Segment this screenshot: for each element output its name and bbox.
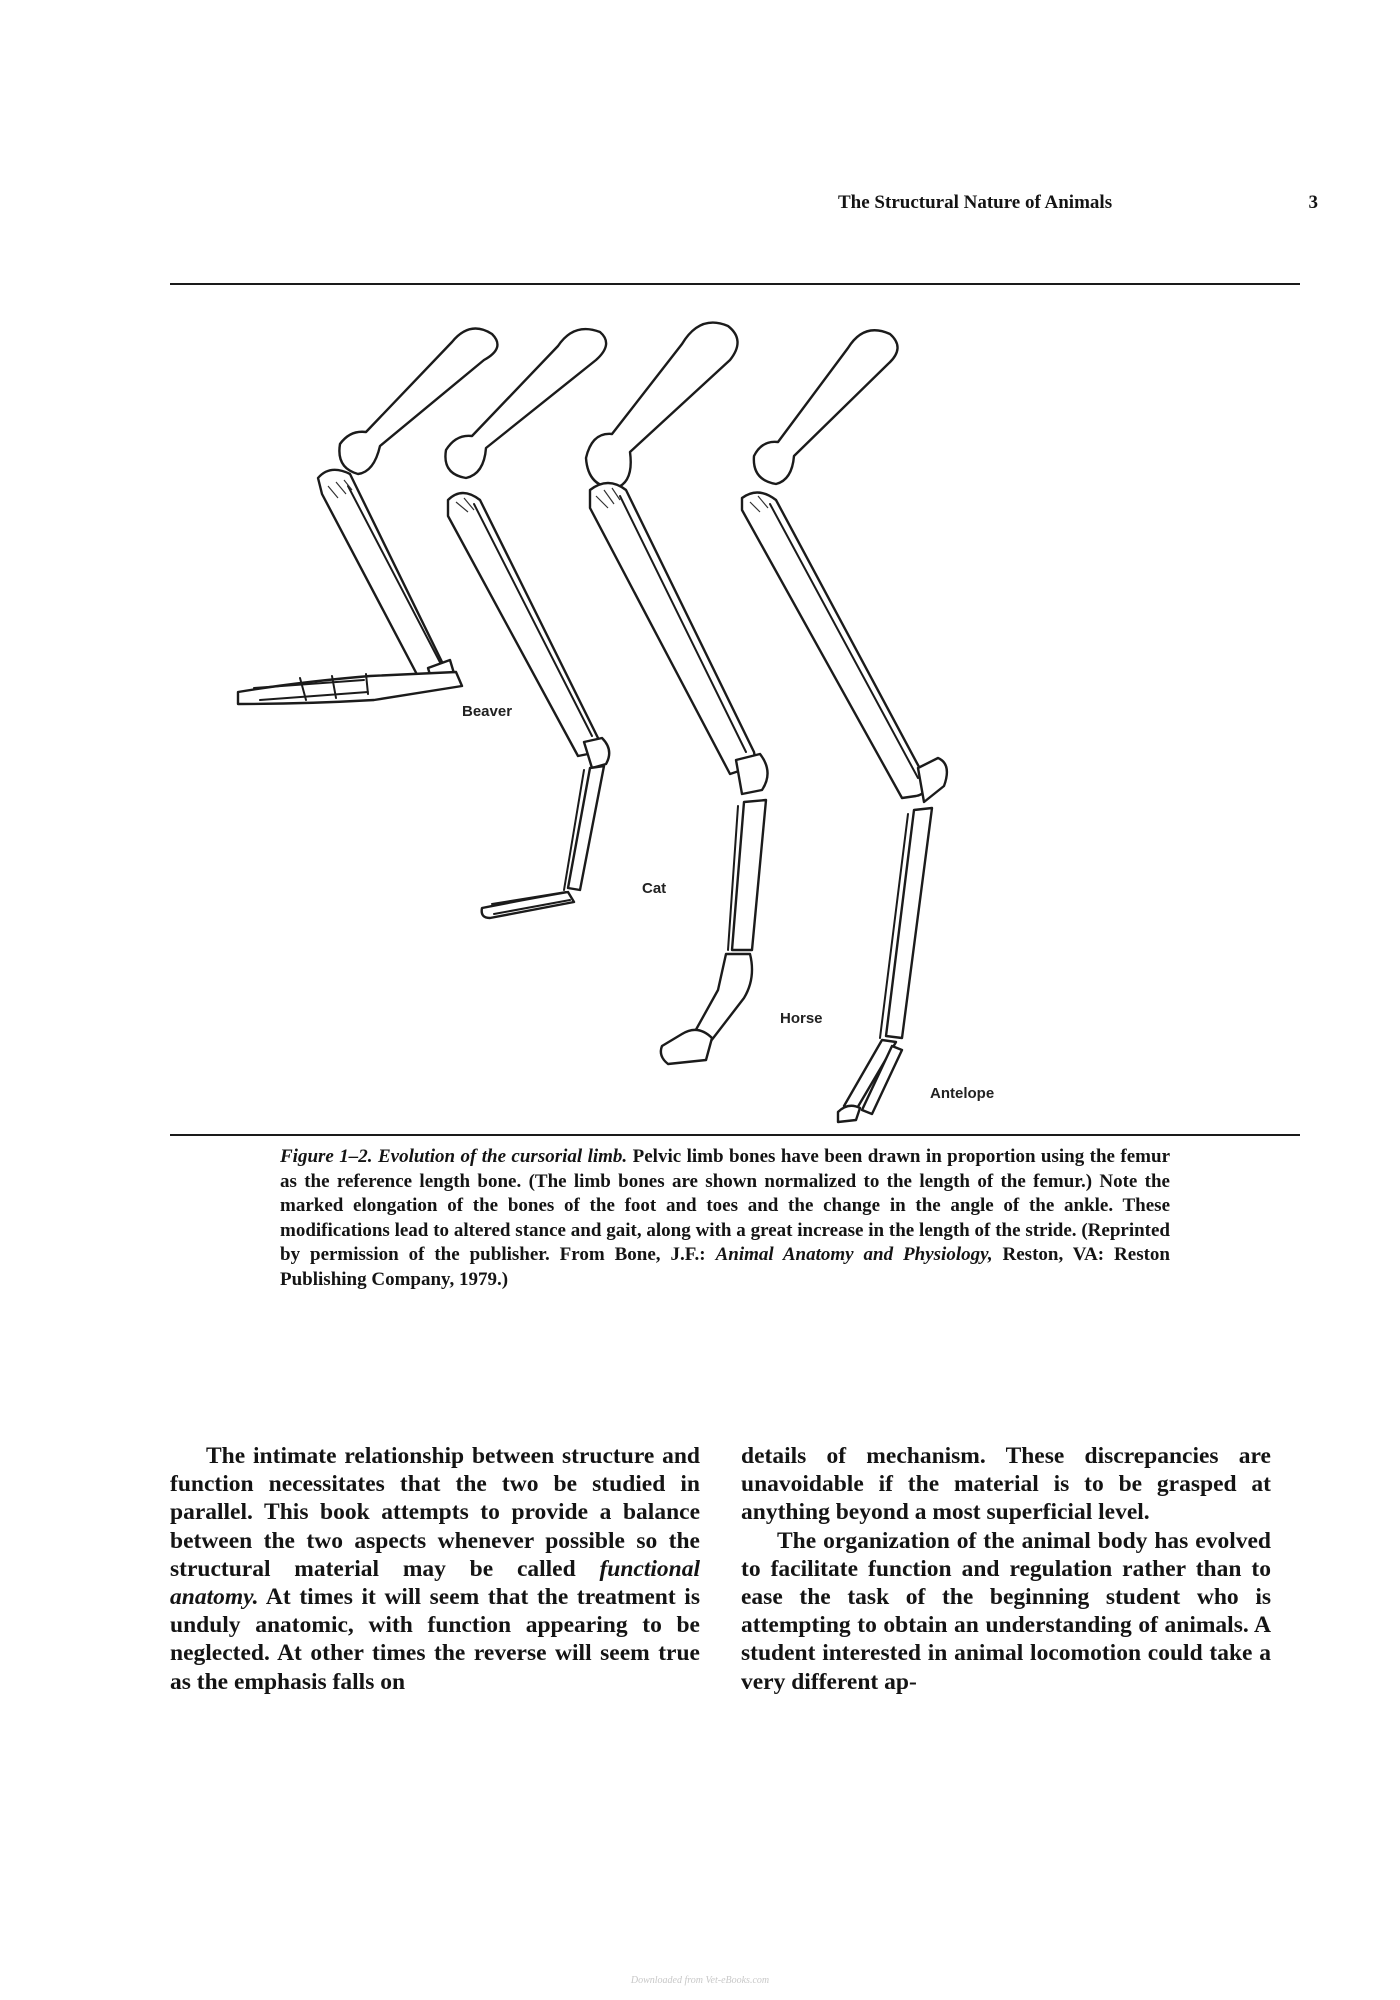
horse-label: Horse	[780, 1010, 823, 1027]
antelope-label: Antelope	[930, 1085, 995, 1102]
figure-top-rule	[170, 283, 1300, 285]
running-head-title: The Structural Nature of Animals	[838, 192, 1113, 213]
horse-limb-drawing	[586, 323, 768, 1064]
body-paragraph-continued: details of mechanism. These discrepancies are unavoidable if the material is to be grasped at anything beyond a most superficial level.	[741, 1443, 1271, 1526]
page-number: 3	[1308, 192, 1318, 213]
figure-title: Evolution of the cursorial limb.	[377, 1146, 628, 1167]
cursorial-limb-figure	[170, 290, 1300, 1130]
body-column-right	[741, 1442, 1271, 1696]
limb-skeletons-illustration	[170, 290, 1300, 1130]
body-column-left	[170, 1442, 700, 1696]
antelope-limb-drawing	[742, 330, 947, 1122]
beaver-label: Beaver	[462, 703, 513, 720]
figure-id: Figure 1–2.	[280, 1146, 373, 1167]
left-col-emphasis: functional anatomy.	[170, 1555, 701, 1611]
caption-text-before-title: Pelvic limb bones have been drawn in proportion using the femur as the reference length bone. (The limb bones are shown normalized to the length of the femur.) Note the marked elongation of the bones of the foot and toes and the change in the angle of the ankle. These modifications lead to altered stance and gait, along with a great increase in the length of the stride. (Reprinted by permission of the publisher. From Bone, J.F.:	[280, 1146, 1171, 1265]
cat-label: Cat	[642, 880, 667, 897]
left-col-text-before-em: The intimate relationship between structure and function necessitates that the two be studied in parallel. This book attempts to provide a balance between the two aspects whenever possible so the structural material may be called	[170, 1443, 700, 1582]
download-watermark: Downloaded from Vet-eBooks.com	[630, 1975, 770, 1986]
left-col-text-after-em: At times it will seem that the treatment is unduly anatomic, with function appearing to be neglected. At other times the reverse will seem true as the emphasis falls on	[170, 1584, 700, 1695]
figure-bottom-rule	[170, 1134, 1300, 1136]
body-paragraph: The organization of the animal body has evolved to facilitate function and regulation rather than to ease the task of the beginning student who is attempting to obtain an understanding of animals. A student interested in animal locomotion could take a very different ap-	[741, 1527, 1271, 1695]
caption-text-after-title: Reston, VA: Reston Publishing Company, 1979.)	[280, 1244, 1170, 1290]
caption-book-title: Animal Anatomy and Physiology,	[715, 1244, 993, 1265]
running-head	[838, 192, 1318, 214]
figure-caption	[280, 1145, 1170, 1292]
cat-limb-drawing	[445, 329, 609, 918]
body-paragraph	[170, 1442, 700, 1696]
